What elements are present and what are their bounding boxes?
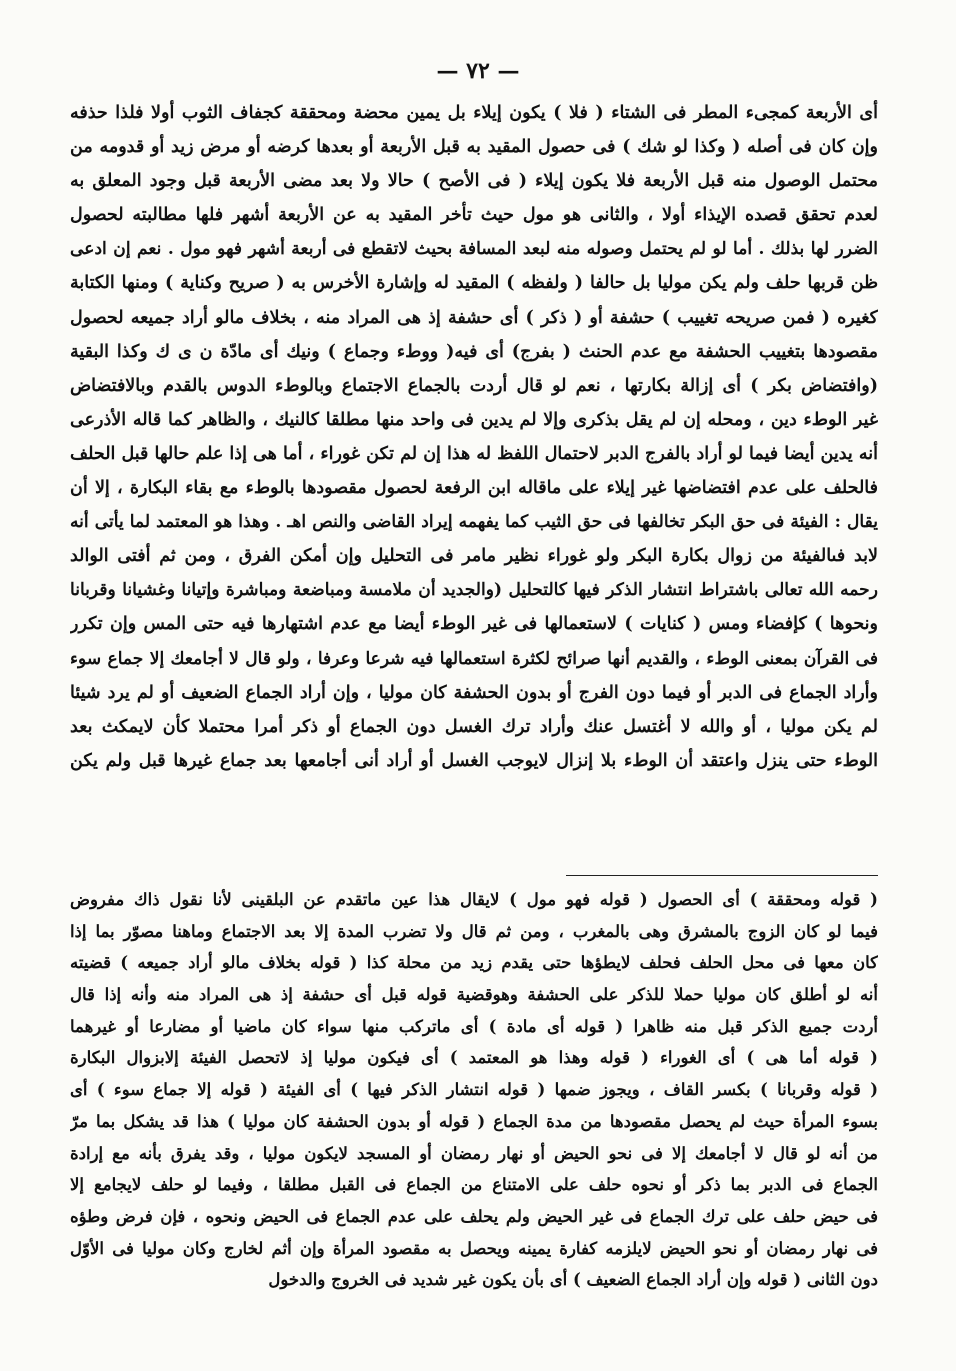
footnote-line: بسوء المرأة حيث لم يحصل مقصودها من مدة الجماع ( قوله أو بدون الحشفة كان موليا ) هذا قد يشكل بما مرّ [70,1111,878,1131]
footnotes-section [70,884,878,1296]
footnote-line: أنه لو أطلق كان موليا حملا للذكر على الحشفة وهوقضية قوله قبل أى حشفة إذ هى المراد منه وأنه إذا قال [70,985,878,1005]
main-text-line: غير الوطء دين ، ومحله إن لم يقل بذكرى وإلا لم يدين فى واحد منها مطلقا كالنيك ، والظاهر كما قاله الأذرعى [70,409,878,430]
footnote-line: ( قوله وقربانا ) بكسر القاف ، ويجوز ضمها ( قوله انتشار الذكر فيها ) أى الفيئة ( قوله إلا جماع سوء ) أى [70,1080,878,1100]
main-text-line: وأراد الجماع فى الدبر أو فيما دون الفرج أو بدون الحشفة كان موليا ، وإن أراد الجماع الضعيف أو لم يرد شيئا [70,682,878,703]
main-text-line: لم يكن موليا ، أو والله لا أغتسل عنك وأراد ترك الغسل دون الجماع أو ذكر أمرا محتملا كأن لايمكث بعد [70,716,878,737]
main-text-line: محتمل الوصول منه قبل الأربعة فلا يكون إيلاء ( فى الأصح ) حالا ولا بعد مضى الأربعة قبل وجود المعلق به [70,171,878,192]
footnote-line: دون الثانى ( قوله وإن أراد الجماع الضعيف ) أى بأن يكون غير شديد فى الخروج والدخول [268,1270,878,1290]
footnote-line: فى حيض حلف على ترك الجماع فى غير الحيض ولم يحلف على عدم الجماع فى الحيض ونحوه ، فإن فرض وطؤه [70,1206,878,1226]
page-number: — ٧٢ — [436,58,520,84]
main-text-line: لعدم تحقق قصده الإيذاء أولا ، والثانى هو مول حيث تأخر المقيد به عن الأربعة أشهر فلها مطالبته لحصول [70,205,878,226]
main-text-line: ونحوها ) كإفضاء ومس ( كنايات ) لاستعمالها فى غير الوطء أيضا مع عدم اشتهارها فيه حتى المس وإن تكرر [70,614,878,635]
main-text-line: الوطء حتى ينزل واعتقد أن الوطء بلا إنزال لايوجب الغسل أو أراد أنى أجامعها بعد جماع غيرها قبل ولم يكن [70,750,878,771]
main-text-line: الضرر لها بذلك . أما لو لم يحتمل وصوله منه لبعد المسافة بحيث لاتقطع فى أربعة أشهر فهو مول . نعم إن ادعى [70,239,878,260]
main-text-line: وإن كان فى أصله ( وكذا لو شك ) فى حصول المقيد به قبل الأربعة أو بعدها كرضه أو مرض زيد أو قدومه من [70,137,878,158]
main-text-line: كغيره ( فمن صريحه تغييب ) حشفة أو ( ذكر ) أى حشفة إذ هى المراد منه ، بخلاف مالو أراد جميعه لحصول [70,307,878,328]
footnote-line: ( قوله ومحققة ) أى الحصول ( قوله فهو مول ) لايقال هذا عين ماتقدم عن البلقينى لأنا نقول ذاك مفروض [70,890,878,909]
footnote-line: من أنه لو قال لا أجامعك إلا فى نحو الحيض أو نهار رمضان أو المسجد لايكون موليا ، وقد يفرق بأنه مع إرادة [70,1143,878,1163]
main-text-line: يقال : الفيئة فى حق البكر تخالفها فى حق الثيب كما يفهمه إيراد القاضى والنص اهـ . وهذا هو المعتمد لما يأتى أنه [70,512,878,533]
main-text-line: رحمه الله تعالى باشتراط انتشار الذكر فيها كالتحليل (والجديد أن ملامسة ومباضعة ومباشرة وإتيانا وغشيانا وقربانا [70,580,878,601]
footnote-line: الجماع فى الدبر بما ذكر أو نحوه حلف على الامتناع من الجماع فى القبل مطلقا ، وفيما لو حلف لايجامع إلا [70,1175,878,1195]
footnote-line: ( قوله أما هى ) أى الغوراء ( قوله وهذا هو المعتمد ) أى فيكون موليا إذ لاتحصل الفيئة إلابزوال البكارة [70,1048,878,1068]
main-text-line: ظن قربها حلف ولم يكن موليا بل حالفا ( ولفظه ) المقيد له وإشارة الأخرس به ( صريح وكناية ) ومنها الكتابة [70,273,878,294]
main-text-body [70,96,878,856]
footnote-line: فيما لو كان الزوج بالمشرق وهى بالمغرب ، ومن ثم قال ولا تضرب المدة إلا بعد الاجتماع وماهنا مصوّر بما إذا [70,921,878,941]
main-text-line: لابد فىالفيئة من زوال بكارة البكر ولو غوراء نظير مامر فى التحليل وإن أمكن الفرق ، ومن ثم أفتى الوالد [70,546,878,567]
main-text-line: مقصودها بتغييب الحشفة مع عدم الحنث ( بفرج) أى فيه( ووطء وجماع ) ونيك أى مادّة ن ى ك وكذا البقية [70,341,878,362]
footnote-line: أردت جميع الذكر قبل منه ظاهرا ( قوله أى مادة ) أى ماتركب منها سواء كان ماضيا أو مضارعا أو غيرهما [70,1016,878,1036]
main-text-line: أى الأربعة كمجىء المطر فى الشتاء ( فلا ) يكون إيلاء بل يمين محضة ومحققة كجفاف الثوب أولا فلذا حذفه [70,103,878,123]
main-text-line: (وافتضاض بكر ) أى إزالة بكارتها ، نعم لو قال أردت بالجماع الاجتماع وبالوطء الدوس بالقدم وبالافتضاض [70,375,878,396]
footnote-separator [566,875,878,876]
footnote-line: فى نهار رمضان أو نحو الحيض لايلزمه كفارة يمينه ويحصل به مقصود المرأة وإن أثم لخارج وكان موليا فى الأوّل [70,1238,878,1258]
main-text-line: فالحلف على عدم افتضاضها غير إيلاء على ماقاله ابن الرفعة لحصول مقصودها بالوطء مع بقاء البكارة ، إلا أن [70,478,878,499]
main-text-line: فى القرآن بمعنى الوطء ، والقديم أنها صرائح لكثرة استعمالها فيه شرعا وعرفا ، ولو قال لا أجامعك إلا جماع سوء [70,648,878,669]
footnote-line: كان معها فى محل الحلف فحلف لايطؤها حتى يقدم زيد من محلة كذا ( قوله بخلاف مالو أراد جميعه ) قضيته [70,953,878,973]
main-text-line: أنه يدين أيضا فيما لو أراد بالفرج الدبر لاحتمال اللفظ له هذا إن لم تكن غوراء ، أما هى إذا علم حالها قبل الحلف [70,443,878,464]
